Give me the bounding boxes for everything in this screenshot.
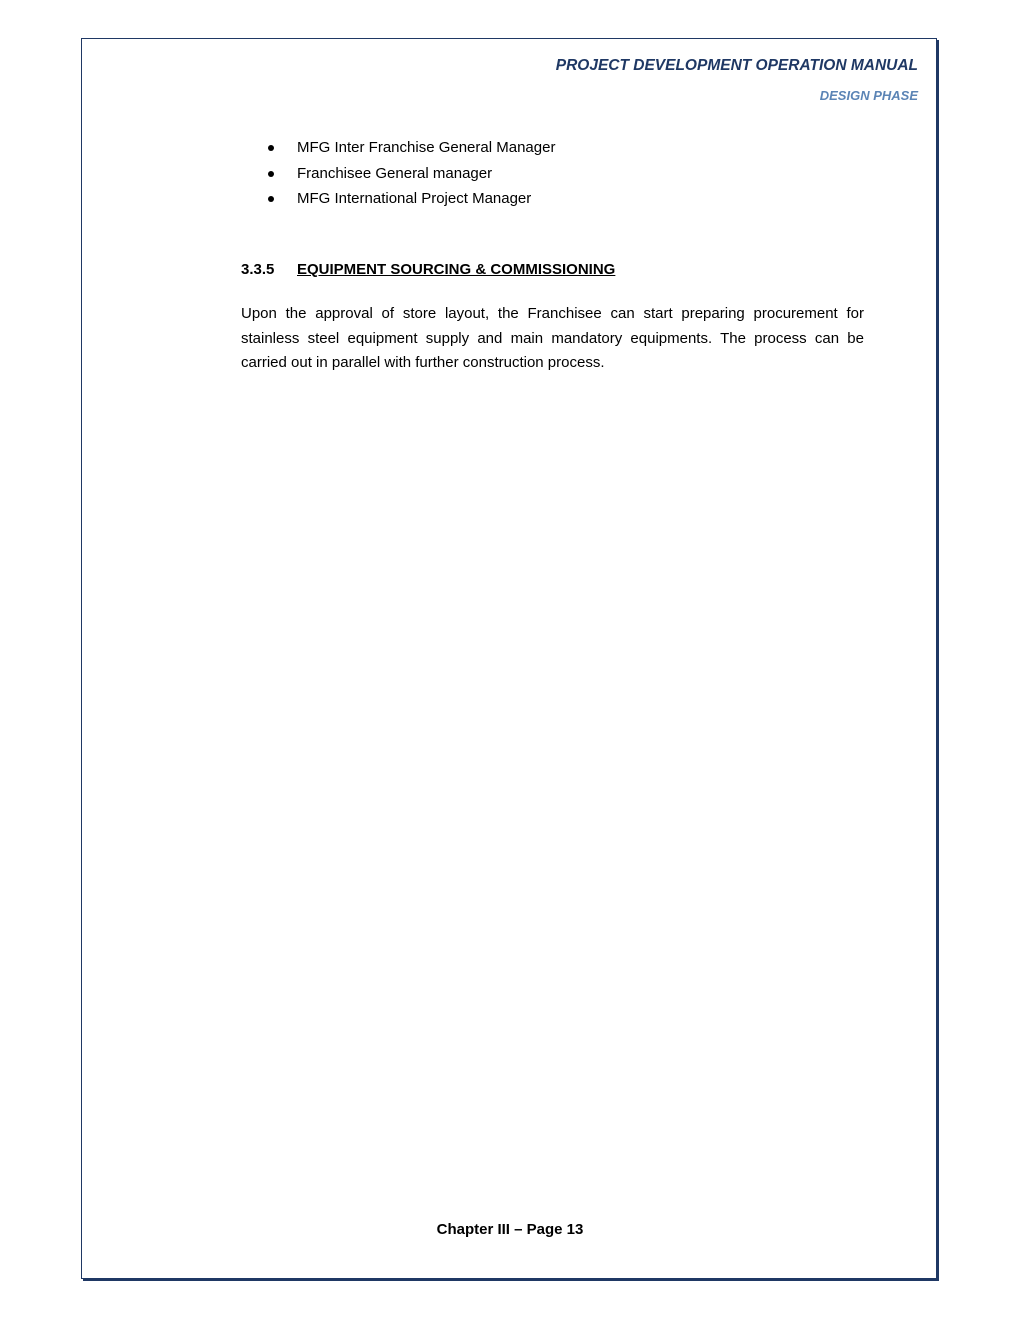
section-heading: EQUIPMENT SOURCING & COMMISSIONING bbox=[297, 261, 616, 278]
list-item-text: MFG Inter Franchise General Manager bbox=[297, 139, 556, 156]
header-title: PROJECT DEVELOPMENT OPERATION MANUAL bbox=[555, 57, 918, 74]
bullet-icon bbox=[268, 196, 274, 202]
page-footer: Chapter III – Page 13 bbox=[436, 1221, 584, 1238]
bullet-icon bbox=[268, 145, 274, 151]
page-border bbox=[81, 38, 937, 1279]
section-number: 3.3.5 bbox=[241, 261, 275, 278]
header-subtitle: DESIGN PHASE bbox=[819, 88, 918, 103]
list-item-text: Franchisee General manager bbox=[297, 164, 493, 182]
bullet-icon bbox=[268, 171, 274, 177]
list-item-text: MFG International Project Manager bbox=[297, 190, 532, 207]
section-paragraph: Upon the approval of store layout, the Franchisee can start preparing procurement for stainless steel equipment supply and main mandatory equipments. The process can be carried out in parallel with further construction process. bbox=[241, 305, 864, 371]
